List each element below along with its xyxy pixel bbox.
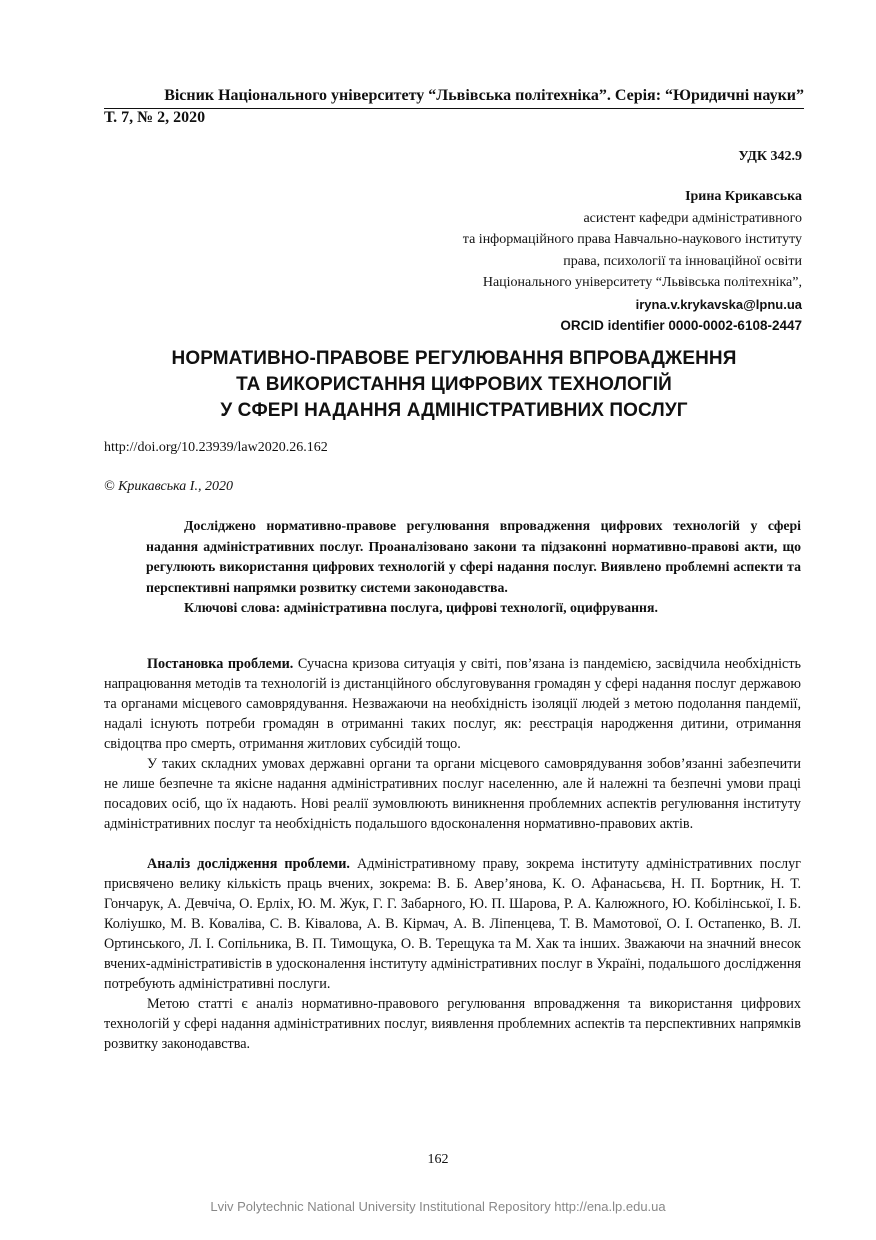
- author-block: [302, 186, 802, 337]
- udk-code: УДК 342.9: [738, 149, 802, 164]
- journal-header: [104, 86, 804, 106]
- abstract-part: Досліджено нормативно-правове регулювання впровадження цифрових технологій у сфері надання адміністративних послуг. Проаналізовано закони та підзаконні нормативно-правові акти, що регулюють: [146, 518, 801, 574]
- repository-footer[interactable]: Lviv Polytechnic National University Institutional Repository http://ena.lp.edu.ua: [210, 1199, 666, 1214]
- journal-volume: Т. 7, № 2, 2020: [104, 109, 206, 126]
- journal-title: Вісник Національного університету “Львівська політехніка”. Серія: “Юридичні науки”: [164, 87, 804, 104]
- keywords: Ключові слова: адміністративна послуга, цифрові технології, оцифрування.: [184, 600, 658, 615]
- paragraph-text: Сучасна кризова ситуація у світі, пов’язана із пандемією, засвідчила необхідність напрацювання методів та технологій із дистанційного обслуговування громадян у сфері надання послуг державою та органами місцевого самоврядування. Незважаючи на необхідність ізоляції людей з метою подолання пандемії, надалі існують потреби громадян в отриманні таких послуг, як: реєстрація народження дитини, отримання свідоцтва про смерть, отримання житлових субсидій тощо.: [104, 656, 801, 752]
- abstract-text: [146, 516, 801, 598]
- section-heading: Постановка проблеми.: [147, 656, 294, 672]
- doi-link[interactable]: http://doi.org/10.23939/law2020.26.162: [104, 440, 328, 455]
- author-email[interactable]: iryna.v.krykavska@lpnu.ua: [635, 296, 802, 312]
- article-body: [104, 654, 801, 1054]
- title-line: НОРМАТИВНО-ПРАВОВЕ РЕГУЛЮВАННЯ ВПРОВАДЖЕННЯ: [171, 348, 737, 369]
- page-number: 162: [427, 1152, 449, 1167]
- paragraph: Метою статті є аналіз нормативно-правового регулювання впровадження та використання цифрових технологій у сфері надання адміністративних послуг, виявлення проблемних аспектів та перспективних напрямків розвитку законодавства.: [104, 996, 801, 1052]
- author-affiliation-line: асистент кафедри адміністративного: [583, 210, 802, 226]
- paragraph-text: Адміністративному праву, зокрема інституту адміністративних послуг присвячено велику кількість праць вчених, зокрема: В. Б. Авер’янова, К. О. Афанасьєва, Н. П. Бортник, Н. Т. Гончарук, А. Девчіча, О. Ерліх, Ю. М. Жук, Г. Г. Забарного, Ю. П. Шарова, Р. А. Калюжного, Ю. Кобілінської, І. Б. Коліушко, М. В. Коваліва, С. В. Ківалова, А. В. Кірмач, А. В. Ліпенцева, Т. В. Мамотової, О. І. Остапенко, В. Л. Ортинського, Л. І. Сопільника, В. П. Тимощука, О. В. Терещука та М. Хак та інших. Зважаючи на значний внесок вчених-адміністративістів в удосконалення інституту адміністративних послуг в Україні, подальшого дослідження потребують адміністративні послуги.: [104, 856, 801, 992]
- header-rule: [104, 108, 804, 109]
- paragraph-analysis: [104, 854, 801, 994]
- author-affiliation-line: права, психології та інноваційної освіти: [563, 253, 802, 269]
- abstract: [146, 516, 801, 619]
- article-title: [104, 346, 804, 424]
- title-line: ТА ВИКОРИСТАННЯ ЦИФРОВИХ ТЕХНОЛОГІЙ: [236, 374, 672, 395]
- paragraph: У таких складних умовах державні органи та органи місцевого самоврядування зобов’язанні забезпечити не лише безпечне та якісне надання адміністративних послуг населенню, але й належні та безпечні умови праці посадових осіб, що їх надають. Нові реалії зумовлюють виникнення проблемних аспектів регулювання інституту адміністративних послуг та необхідність подальшого вдосконалення нормативно-правових актів.: [104, 756, 801, 832]
- section-heading: Аналіз дослідження проблеми.: [147, 856, 350, 872]
- abstract-emphasis: використання цифрових технологій у сфері надання послуг.: [219, 559, 597, 574]
- title-line: У СФЕРІ НАДАННЯ АДМІНІСТРАТИВНИХ ПОСЛУГ: [220, 400, 688, 421]
- paragraph-problem: [104, 654, 801, 754]
- author-affiliation-line: Національного університету “Львівська політехніка”,: [482, 275, 802, 290]
- author-orcid: ORCID identifier 0000-0002-6108-2447: [560, 318, 802, 333]
- author-name: Ірина Крикавська: [685, 189, 802, 204]
- copyright: © Крикавська І., 2020: [104, 479, 233, 494]
- author-affiliation-line: та інформаційного права Навчально-наукового інституту: [462, 232, 802, 247]
- abstract-part: Виявлено проблемні аспекти та перспективні напрямки розвитку системи законодавства.: [146, 559, 801, 595]
